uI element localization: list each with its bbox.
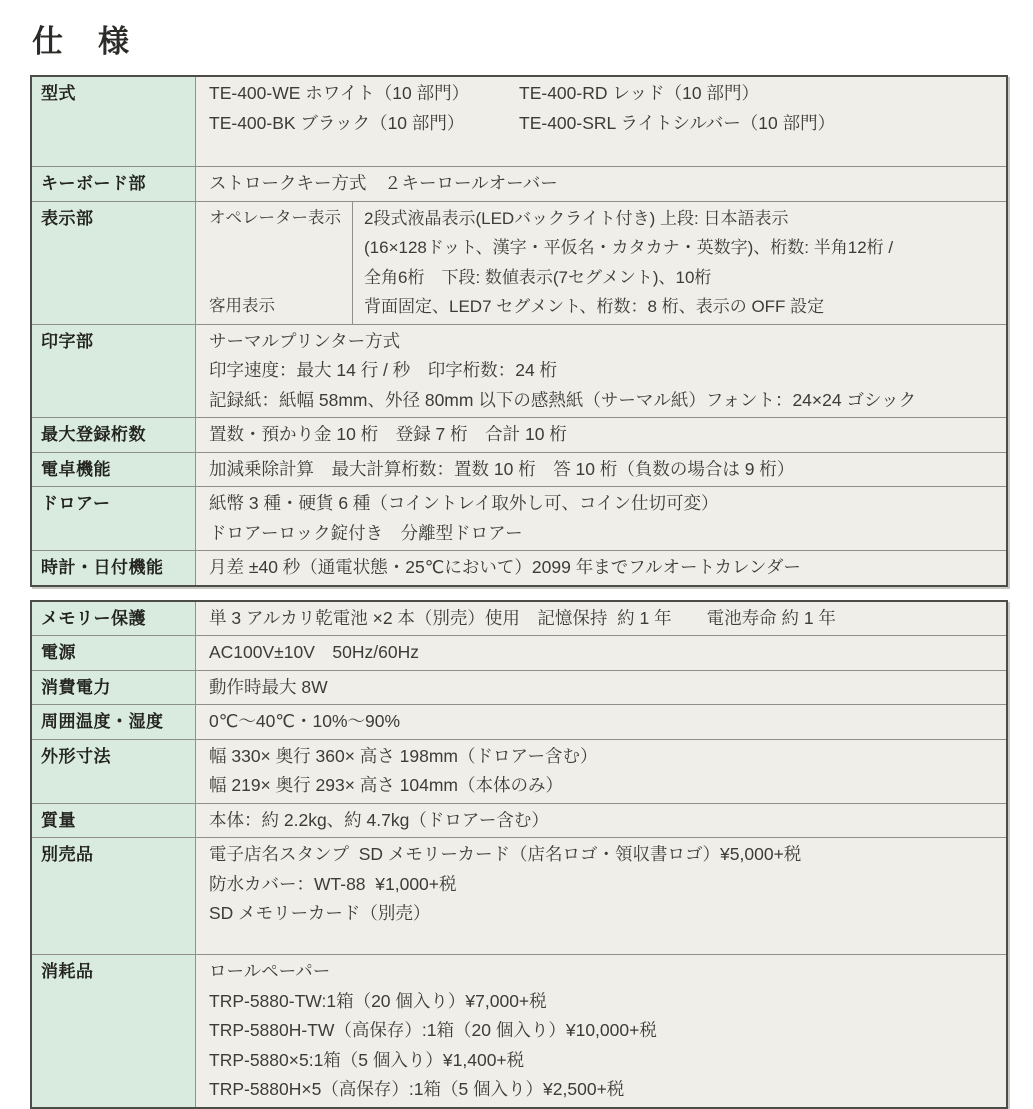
- spec-row-value: [196, 325, 1006, 418]
- spec-row-value: [196, 487, 1006, 550]
- spec-value-line: サーマルプリンター方式: [209, 327, 998, 357]
- spec-row-label: 電卓機能: [32, 453, 196, 487]
- spec-value-line: SD メモリーカード（別売）: [209, 899, 998, 929]
- spec-row-label: 周囲温度・湿度: [32, 705, 196, 739]
- spec-row: [32, 550, 1006, 585]
- spec-value-line: 電子店名スタンプ SD メモリーカード（店名ロゴ・領収書ロゴ）¥5,000+税: [209, 840, 998, 870]
- display-sublabel-column: [196, 202, 353, 324]
- spec-row-value: [196, 418, 1006, 452]
- spec-row-label: 消費電力: [32, 671, 196, 705]
- spec-value-line: 印字速度：最大 14 行 / 秒 印字桁数：24 桁: [209, 356, 998, 386]
- display-description: [353, 202, 1006, 324]
- display-sublabel: 客用表示: [209, 292, 348, 322]
- spec-row-label: 外形寸法: [32, 740, 196, 803]
- spec-value-line: 背面固定、LED7 セグメント、桁数：8 桁、表示の OFF 設定: [364, 292, 998, 322]
- spec-value-line: TRP-5880×5:1箱（5 個入り）¥1,400+税: [209, 1046, 998, 1076]
- spec-row-value: [196, 955, 1006, 1107]
- spec-row: [32, 635, 1006, 670]
- spec-row-label: メモリー保護: [32, 602, 196, 636]
- spec-value-line: 幅 330× 奥行 360× 高さ 198mm（ドロアー含む）: [209, 742, 998, 772]
- spec-value-line: 置数・預かり金 10 桁 登録 7 桁 合計 10 桁: [209, 420, 998, 450]
- display-sublabel: オペレーター表示: [209, 204, 348, 234]
- spec-row-value: [196, 740, 1006, 803]
- spec-row: [32, 602, 1006, 636]
- spec-row: [32, 324, 1006, 418]
- spec-value-line: 紙幣 3 種・硬貨 6 種（コイントレイ取外し可、コイン仕切可変）: [209, 489, 998, 519]
- spec-row-value: [196, 167, 1006, 201]
- spec-value-line: 幅 219× 奥行 293× 高さ 104mm（本体のみ）: [209, 771, 998, 801]
- spec-row: [32, 486, 1006, 550]
- spec-row-label: 最大登録桁数: [32, 418, 196, 452]
- page-title: 仕 様: [32, 16, 1010, 61]
- spec-value-line: 加減乗除計算 最大計算桁数：置数 10 桁 答 10 桁（負数の場合は 9 桁）: [209, 455, 998, 485]
- spec-row-label: 電源: [32, 636, 196, 670]
- spec-row: [32, 77, 1006, 166]
- spec-row: [32, 452, 1006, 487]
- model-item: TE-400-SRL ライトシルバー（10 部門）: [519, 109, 998, 139]
- spec-row: [32, 837, 1006, 954]
- spec-value-line: TRP-5880H×5（高保存）:1箱（5 個入り）¥2,500+税: [209, 1075, 998, 1105]
- spec-value-line: (16×128ドット、漢字・平仮名・カタカナ・英数字)、桁数: 半角12桁 /: [364, 233, 998, 263]
- model-item: TE-400-WE ホワイト（10 部門）: [209, 79, 519, 109]
- spec-row-value: [196, 705, 1006, 739]
- spec-row-value: [196, 636, 1006, 670]
- spec-value-line: 2段式液晶表示(LEDバックライト付き) 上段: 日本語表示: [364, 204, 998, 234]
- spec-value-line: ロールペーパー: [209, 957, 998, 987]
- spec-row: [32, 739, 1006, 803]
- spec-value-line: TRP-5880-TW:1箱（20 個入り）¥7,000+税: [209, 987, 998, 1017]
- spec-value-line: 動作時最大 8W: [209, 673, 998, 703]
- spec-row-label: 表示部: [32, 202, 196, 324]
- spec-row-value: [196, 602, 1006, 636]
- spec-row-label: 型式: [32, 77, 196, 166]
- model-item: TE-400-BK ブラック（10 部門）: [209, 109, 519, 139]
- spec-row-label: 別売品: [32, 838, 196, 954]
- spec-value-line: AC100V±10V 50Hz/60Hz: [209, 638, 998, 668]
- spec-row-label: 消耗品: [32, 955, 196, 1107]
- spec-table-main: [30, 75, 1008, 587]
- spec-row: [32, 417, 1006, 452]
- spec-row: [32, 166, 1006, 201]
- spec-row-label: 質量: [32, 804, 196, 838]
- spec-value-line: 全角6桁 下段: 数値表示(7セグメント)、10桁: [364, 263, 998, 293]
- spec-row: [32, 954, 1006, 1107]
- spec-row-label: 印字部: [32, 325, 196, 418]
- spec-row-value: [196, 804, 1006, 838]
- spec-row: [32, 670, 1006, 705]
- spec-value-line: 0℃〜40℃・10%〜90%: [209, 707, 998, 737]
- spec-row: [32, 803, 1006, 838]
- spec-row-label: ドロアー: [32, 487, 196, 550]
- spec-row-value: [196, 838, 1006, 954]
- spec-value-line: 単 3 アルカリ乾電池 ×2 本（別売）使用 記憶保持 約 1 年 電池寿命 約 1 年: [209, 604, 998, 634]
- spec-value-line: 月差 ±40 秒（通電状態・25℃において）2099 年までフルオートカレンダー: [209, 553, 998, 583]
- spec-value-line: TRP-5880H-TW（高保存）:1箱（20 個入り）¥10,000+税: [209, 1016, 998, 1046]
- spec-row-value: [196, 453, 1006, 487]
- spec-value-line: 記録紙：紙幅 58mm、外径 80mm 以下の感熱紙（サーマル紙）フォント：24×24 ゴシック: [209, 386, 998, 416]
- spec-value-line: ストロークキー方式 ２キーロールオーバー: [209, 169, 998, 199]
- spec-value-line: ドロアーロック錠付き 分離型ドロアー: [209, 519, 998, 549]
- spec-row-value: [196, 551, 1006, 585]
- spec-row-value: [196, 202, 1006, 324]
- model-item: TE-400-RD レッド（10 部門）: [519, 79, 998, 109]
- spec-row-value: [196, 77, 1006, 166]
- spec-row: [32, 201, 1006, 324]
- spec-row-label: 時計・日付機能: [32, 551, 196, 585]
- spec-value-line: 防水カバー：WT-88 ¥1,000+税: [209, 870, 998, 900]
- spec-value-line: 本体：約 2.2kg、約 4.7kg（ドロアー含む）: [209, 806, 998, 836]
- spec-table-secondary: [30, 600, 1008, 1109]
- spec-row-label: キーボード部: [32, 167, 196, 201]
- spec-row-value: [196, 671, 1006, 705]
- spec-row: [32, 704, 1006, 739]
